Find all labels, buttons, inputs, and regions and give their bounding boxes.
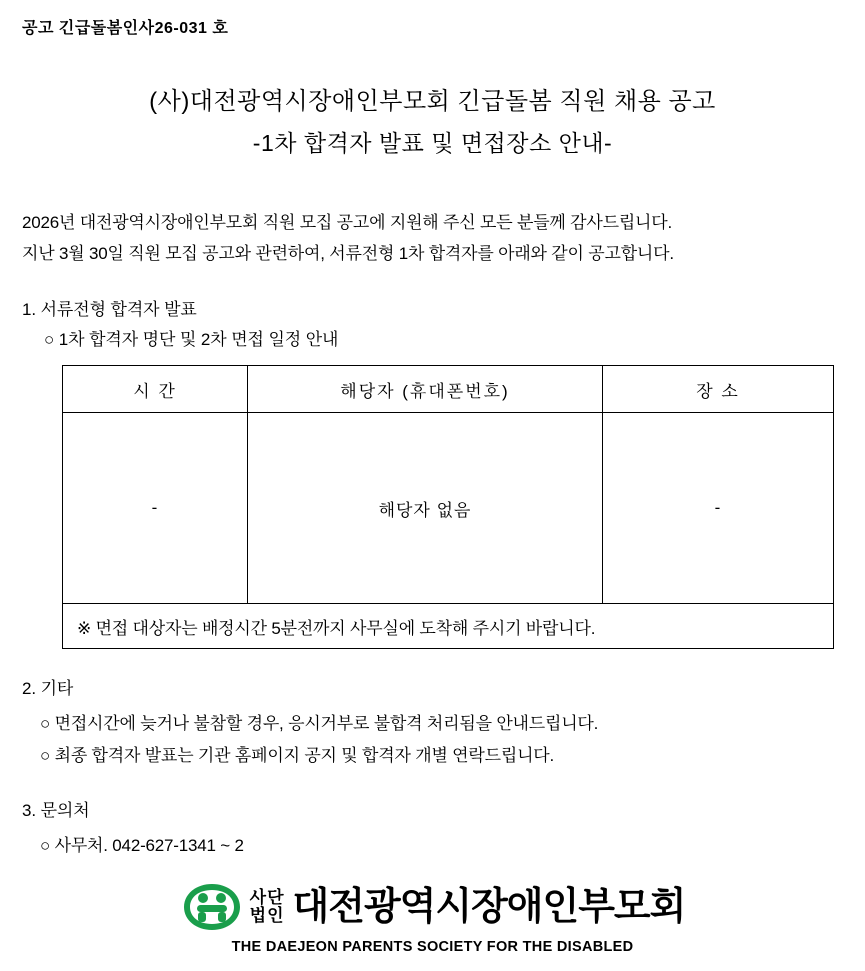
cell-person: 해당자 없음 [248, 413, 603, 604]
logo-row [180, 881, 686, 933]
results-table [62, 365, 834, 649]
cell-time: - [63, 413, 248, 604]
section-1-subheading: ○ 1차 합격자 명단 및 2차 면접 일정 안내 [44, 329, 339, 349]
column-header-time: 시 간 [63, 366, 248, 413]
logo-organization-name-ko: 대전광역시장애인부모회 [292, 886, 686, 928]
page-subtitle: -1차 합격자 발표 및 면접장소 안내- [252, 130, 613, 157]
table-note: ※ 면접 대상자는 배정시간 5분전까지 사무실에 도착해 주시기 바랍니다. [63, 604, 834, 649]
cell-place: - [603, 413, 834, 604]
section-3-heading: 3. 문의처 [22, 800, 90, 820]
page-title: (사)대전광역시장애인부모회 긴급돌봄 직원 채용 공고 [149, 88, 716, 116]
table-header-row [63, 366, 834, 413]
title-block [22, 84, 843, 161]
results-table-body [63, 413, 834, 649]
table-row [63, 413, 834, 604]
section-1 [22, 296, 843, 649]
organization-logo [0, 881, 865, 955]
section-3 [22, 797, 843, 862]
list-item: ○ 면접시간에 늦거나 불참할 경우, 응시거부로 불합격 처리됨을 안내드립니다. [40, 714, 599, 734]
list-item: ○ 사무처. 042-627-1341 ~ 2 [40, 835, 244, 855]
logo-corporation-label [250, 889, 285, 925]
intro-paragraph [22, 207, 843, 270]
logo-corporation-line-2: 법인 [249, 906, 285, 925]
table-note-row [63, 604, 834, 649]
column-header-place: 장 소 [603, 366, 834, 413]
results-table-header [63, 366, 834, 413]
section-2-heading: 2. 기타 [22, 679, 74, 699]
logo-organization-name-en: THE DAEJEON PARENTS SOCIETY FOR THE DISABLED [231, 939, 634, 955]
section-2-list [22, 708, 843, 773]
intro-line-2: 지난 3월 30일 직원 모집 공고와 관련하여, 서류전형 1차 합격자를 아래와 같이 공고합니다. [22, 244, 674, 264]
logo-corporation-line-1: 사단 [249, 888, 285, 908]
document-number: 공고 긴급돌봄인사26-031 호 [22, 20, 229, 37]
section-2 [22, 675, 843, 772]
results-table-wrapper [22, 365, 843, 649]
section-1-heading: 1. 서류전형 합격자 발표 [22, 299, 197, 319]
intro-line-1: 2026년 대전광역시장애인부모회 직원 모집 공고에 지원해 주신 모든 분들께 감사드립니다. [22, 212, 673, 232]
column-header-person: 해당자 (휴대폰번호) [248, 366, 603, 413]
parents-society-emblem-icon [180, 881, 244, 933]
list-item: ○ 최종 합격자 발표는 기관 홈페이지 공지 및 합격자 개별 연락드립니다. [40, 746, 555, 766]
section-3-list [22, 830, 843, 862]
